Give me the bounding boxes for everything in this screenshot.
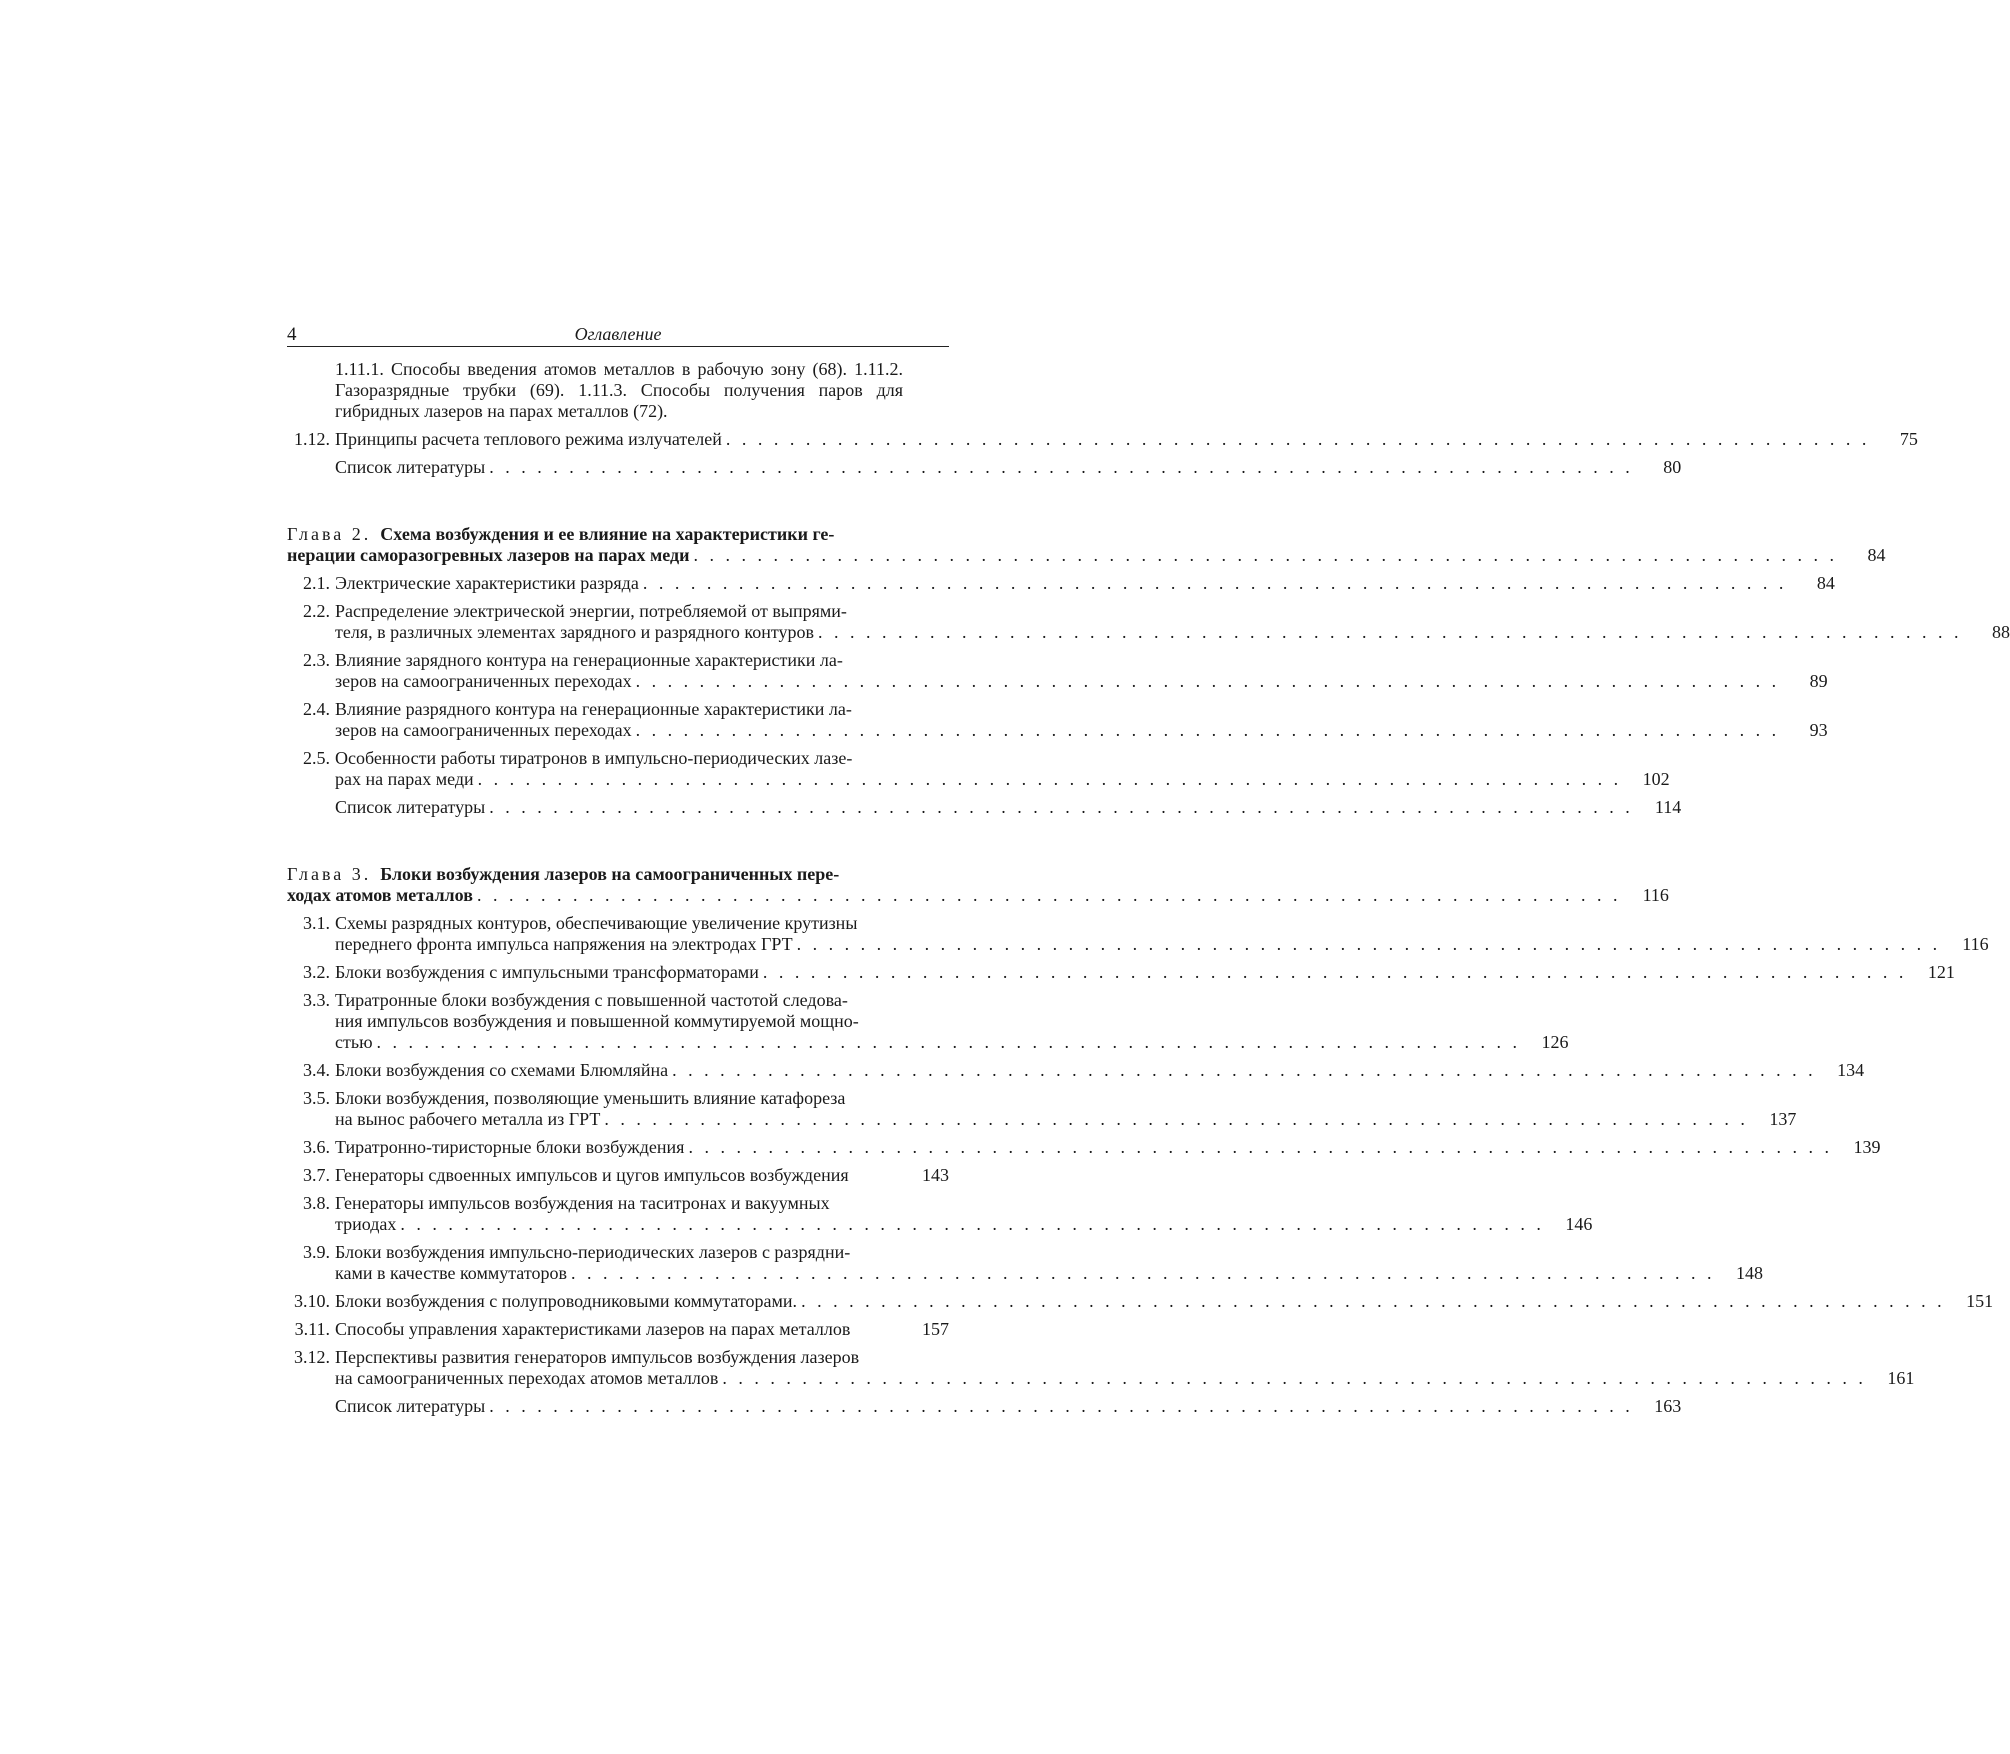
entry-page: 116 xyxy=(1962,934,1989,954)
entry-title-line2: стью xyxy=(335,1032,373,1052)
toc-entry[interactable]: 2.2. Распределение электрической энергии, потребляемой от выпрями- теля, в различных элементах зарядного и разрядного контуров . . . 88 xyxy=(287,601,949,643)
entry-page: 88 xyxy=(1992,622,2010,642)
toc-entry[interactable]: 2.5. Особенности работы тиратронов в импульсно-периодических лазе- рах на парах меди . . . 102 xyxy=(287,748,949,790)
entry-title: Генераторы сдвоенных импульсов и цугов импульсов возбуждения xyxy=(335,1165,849,1185)
entry-title: Список литературы xyxy=(335,797,486,817)
entry-title-line2: переднего фронта импульса напряжения на электродах ГРТ xyxy=(335,934,793,954)
entry-title-line2: на самоограниченных переходах атомов металлов xyxy=(335,1368,719,1388)
subsection-list: 1.11.1. Способы введения атомов металлов в рабочую зону (68). 1.11.2. Газоразрядные трубки (69). 1.11.3. Способы получения паров для гибридных лазеров на парах металлов (72). xyxy=(335,359,903,421)
toc-page xyxy=(287,320,2010,1417)
entry-page: 148 xyxy=(1735,1263,1763,1283)
entry-title-line2: зеров на самоограниченных переходах xyxy=(335,720,632,740)
toc-entry-references[interactable] xyxy=(287,797,1682,818)
entry-page: 102 xyxy=(1642,769,1670,789)
chapter-title-line2: нерации саморазогревных лазеров на парах меди xyxy=(287,545,690,565)
entry-title-line1: Блоки возбуждения, позволяющие уменьшить влияние катафореза xyxy=(335,1088,846,1108)
entry-title-line1: Перспективы развития генераторов импульсов возбуждения лазеров xyxy=(335,1347,860,1367)
entry-title-line1: Влияние зарядного контура на генерационные характеристики ла- xyxy=(335,650,843,670)
entry-page: 89 xyxy=(1809,671,1828,691)
entry-page: 75 xyxy=(1899,429,1918,449)
entry-title-line2: рах на парах меди xyxy=(335,769,474,789)
entry-page: 157 xyxy=(922,1319,949,1339)
chapter-label: Глава 3. xyxy=(287,864,372,884)
entry-title: Список литературы xyxy=(335,1396,486,1416)
chapter-title-line2: ходах атомов металлов xyxy=(287,885,473,905)
toc-entry[interactable]: 3.1. Схемы разрядных контуров, обеспечивающие увеличение крутизны переднего фронта импульса напряжения на электродах ГРТ . . . 116 xyxy=(287,913,949,955)
entry-title-line1b: ния импульсов возбуждения и повышенной коммутируемой мощно- xyxy=(335,1011,859,1031)
header-title: Оглавление xyxy=(574,324,662,344)
entry-title-line2: триодах xyxy=(335,1214,397,1234)
entry-title: Блоки возбуждения со схемами Блюмляйна xyxy=(335,1060,669,1080)
entry-page: 146 xyxy=(1565,1214,1593,1234)
entry-page: 161 xyxy=(1887,1368,1915,1388)
entry-title-line1: Схемы разрядных контуров, обеспечивающие увеличение крутизны xyxy=(335,913,858,933)
toc-entry[interactable]: 2.4. Влияние разрядного контура на генерационные характеристики ла- зеров на самоограниченных переходах . . . 93 xyxy=(287,699,949,741)
toc-entry[interactable]: 2.3. Влияние зарядного контура на генерационные характеристики ла- зеров на самоограниченных переходах . . . 89 xyxy=(287,650,949,692)
entry-title-line2: ками в качестве коммутаторов xyxy=(335,1263,567,1283)
entry-page: 84 xyxy=(1816,573,1835,593)
toc-entry-references[interactable] xyxy=(287,1396,1682,1417)
entry-title-line1: Блоки возбуждения импульсно-периодических лазеров с разрядни- xyxy=(335,1242,851,1262)
entry-title: Блоки возбуждения с импульсными трансформаторами xyxy=(335,962,759,982)
entry-title: Способы управления характеристиками лазеров на парах металлов xyxy=(335,1319,851,1339)
entry-page: 114 xyxy=(1654,797,1682,817)
entry-title-line1: Распределение электрической энергии, потребляемой от выпрями- xyxy=(335,601,847,621)
entry-page: 93 xyxy=(1809,720,1828,740)
entry-title: Принципы расчета теплового режима излучателей xyxy=(335,429,722,449)
entry-title-line1: Особенности работы тиратронов в импульсно-периодических лазе- xyxy=(335,748,853,768)
chapter-3-heading[interactable] xyxy=(287,864,1669,906)
toc-entry[interactable]: 2.1. Электрические характеристики разряда . . . 84 xyxy=(287,573,949,594)
toc-entry[interactable]: 3.9. Блоки возбуждения импульсно-периодических лазеров с разрядни- ками в качестве коммутаторов . . . 148 xyxy=(287,1242,949,1284)
toc-entry[interactable]: 3.3. Тиратронные блоки возбуждения с повышенной частотой следова- ния импульсов возбуждения и повышенной коммутируемой мощно- стью . . . 126 xyxy=(287,990,949,1053)
entry-title-line2: теля, в различных элементах зарядного и разрядного контуров xyxy=(335,622,815,642)
toc-entry[interactable]: 3.5. Блоки возбуждения, позволяющие уменьшить влияние катафореза на вынос рабочего металла из ГРТ . . . 137 xyxy=(287,1088,949,1130)
entry-page: 80 xyxy=(1663,457,1682,477)
entry-page: 134 xyxy=(1837,1060,1865,1080)
entry-page: 151 xyxy=(1966,1291,1994,1311)
entry-page: 126 xyxy=(1541,1032,1569,1052)
entry-page: 163 xyxy=(1654,1396,1682,1416)
toc-entry-references[interactable] xyxy=(287,457,1682,478)
toc-entry[interactable]: 3.11. Способы управления характеристиками лазеров на парах металлов 157 xyxy=(294,1319,949,1339)
chapter-2-heading[interactable] xyxy=(287,524,1886,566)
chapter-page: 84 xyxy=(1867,545,1886,565)
page-number: 4 xyxy=(287,324,297,345)
entry-title-line2: на вынос рабочего металла из ГРТ xyxy=(335,1109,601,1129)
chapter-title-line1: Блоки возбуждения лазеров на самоограниченных пере- xyxy=(380,864,840,884)
entry-page: 137 xyxy=(1769,1109,1797,1129)
toc-entry[interactable]: 3.2. Блоки возбуждения с импульсными трансформаторами . . . 121 xyxy=(287,962,949,983)
toc-entry[interactable]: 3.10. Блоки возбуждения с полупроводниковыми коммутаторами. . . . 151 xyxy=(287,1291,949,1312)
toc-entry[interactable]: 3.6. Тиратронно-тиристорные блоки возбуждения . . . 139 xyxy=(287,1137,949,1158)
entry-page: 121 xyxy=(1927,962,1955,982)
entry-title: Электрические характеристики разряда xyxy=(335,573,639,593)
entry-title-line2: зеров на самоограниченных переходах xyxy=(335,671,632,691)
entry-page: 143 xyxy=(922,1165,949,1185)
entry-title-line1: Генераторы импульсов возбуждения на таситронах и вакуумных xyxy=(335,1193,830,1213)
entry-title: Блоки возбуждения с полупроводниковыми коммутаторами. xyxy=(335,1291,798,1311)
toc-entry[interactable]: 3.4. Блоки возбуждения со схемами Блюмляйна . . . 134 xyxy=(287,1060,949,1081)
running-header xyxy=(287,320,949,347)
entry-page: 139 xyxy=(1853,1137,1881,1157)
entry-title: Тиратронно-тиристорные блоки возбуждения xyxy=(335,1137,685,1157)
entry-title-line1: Тиратронные блоки возбуждения с повышенной частотой следова- xyxy=(335,990,848,1010)
toc-entry[interactable]: 3.12. Перспективы развития генераторов импульсов возбуждения лазеров на самоограниченных переходах атомов металлов . . . 161 xyxy=(287,1347,949,1389)
toc-entry[interactable]: 1.12. Принципы расчета теплового режима излучателей . . . 75 xyxy=(287,429,949,450)
toc-entry[interactable]: 3.8. Генераторы импульсов возбуждения на таситронах и вакуумных триодах . . . 146 xyxy=(287,1193,949,1235)
entry-title: Список литературы xyxy=(335,457,486,477)
chapter-title-line1: Схема возбуждения и ее влияние на характеристики ге- xyxy=(380,524,835,544)
chapter-page: 116 xyxy=(1642,885,1669,905)
entry-title-line1: Влияние разрядного контура на генерационные характеристики ла- xyxy=(335,699,852,719)
toc-entry[interactable]: 3.7. Генераторы сдвоенных импульсов и цугов импульсов возбуждения 143 xyxy=(303,1165,949,1185)
chapter-label: Глава 2. xyxy=(287,524,372,544)
